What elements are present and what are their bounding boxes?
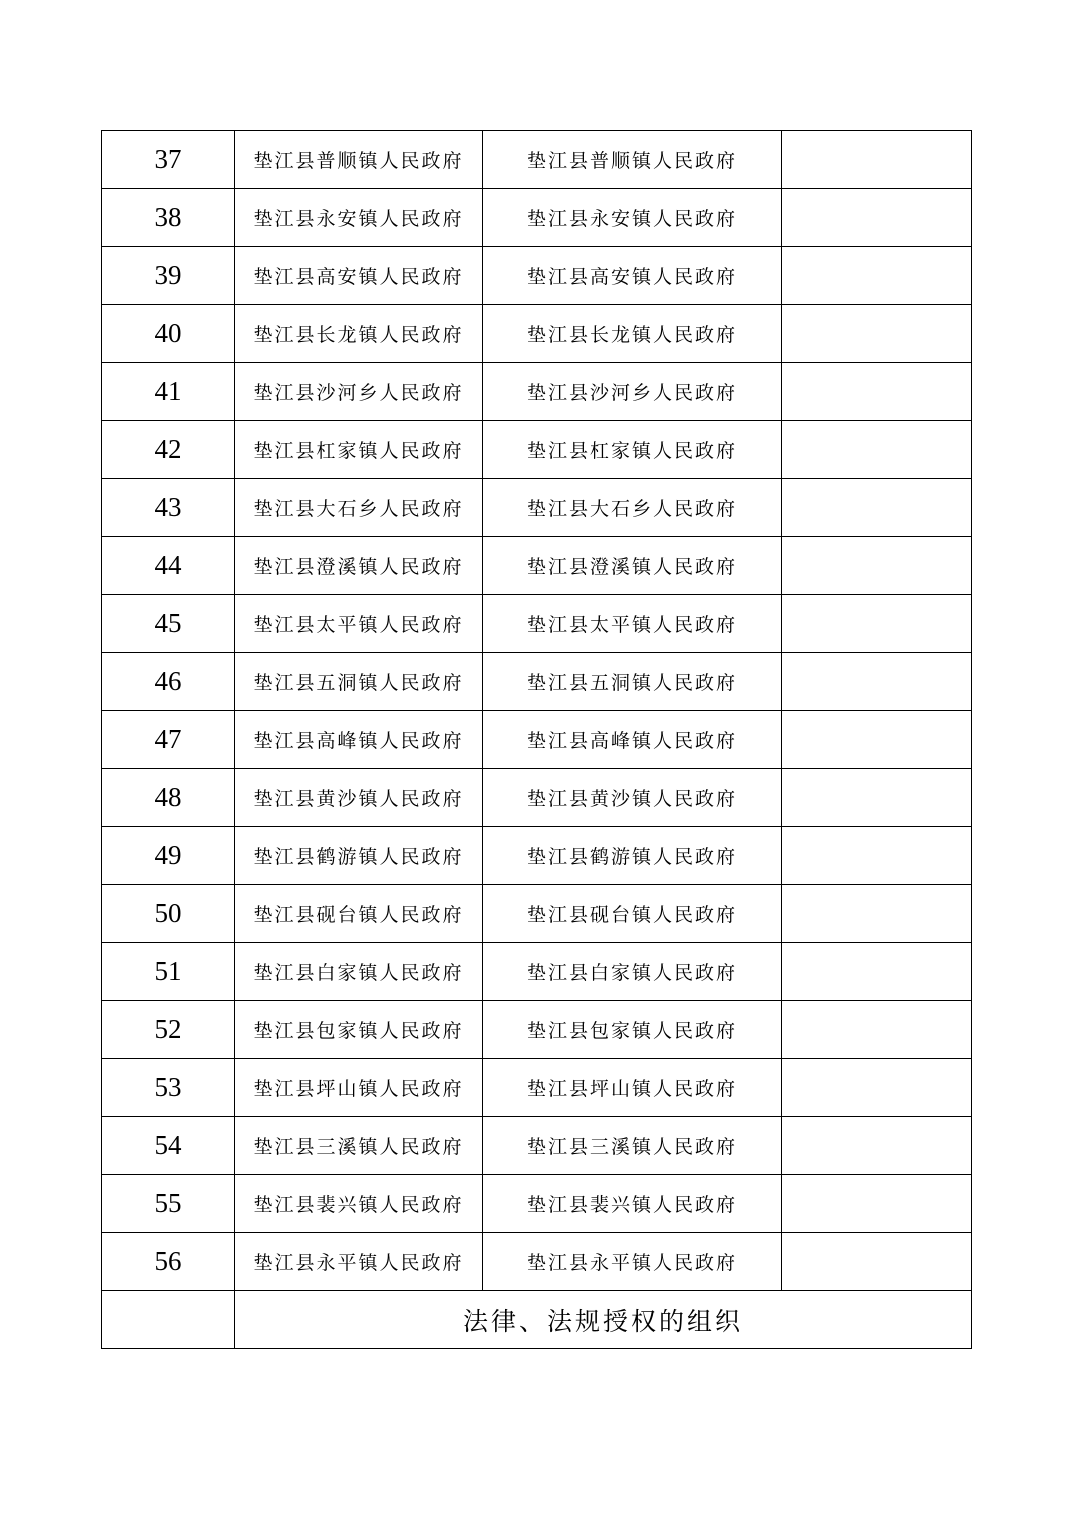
- table-row: [102, 769, 972, 827]
- row-number: 41: [102, 363, 235, 421]
- implementing-body: 垫江县鹤游镇人民政府: [483, 827, 782, 885]
- table-row: [102, 247, 972, 305]
- entity-name: 垫江县高峰镇人民政府: [235, 711, 483, 769]
- table-row: [102, 1233, 972, 1291]
- row-number: 43: [102, 479, 235, 537]
- row-number: 53: [102, 1059, 235, 1117]
- table-row: [102, 595, 972, 653]
- implementing-body: 垫江县沙河乡人民政府: [483, 363, 782, 421]
- implementing-body: 垫江县五洞镇人民政府: [483, 653, 782, 711]
- table-row: [102, 827, 972, 885]
- table-row: [102, 943, 972, 1001]
- entity-name: 垫江县白家镇人民政府: [235, 943, 483, 1001]
- implementing-body: 垫江县永安镇人民政府: [483, 189, 782, 247]
- remarks: [782, 827, 972, 885]
- entity-name: 垫江县普顺镇人民政府: [235, 131, 483, 189]
- remarks: [782, 595, 972, 653]
- row-number: 44: [102, 537, 235, 595]
- implementing-body: 垫江县大石乡人民政府: [483, 479, 782, 537]
- row-number: 49: [102, 827, 235, 885]
- remarks: [782, 131, 972, 189]
- table-row: [102, 189, 972, 247]
- row-number: 38: [102, 189, 235, 247]
- table-row: [102, 537, 972, 595]
- implementing-body: 垫江县永平镇人民政府: [483, 1233, 782, 1291]
- remarks: [782, 1001, 972, 1059]
- row-number: 50: [102, 885, 235, 943]
- implementing-body: 垫江县裴兴镇人民政府: [483, 1175, 782, 1233]
- table-row: [102, 131, 972, 189]
- entity-name: 垫江县砚台镇人民政府: [235, 885, 483, 943]
- remarks: [782, 363, 972, 421]
- remarks: [782, 769, 972, 827]
- implementing-body: 垫江县普顺镇人民政府: [483, 131, 782, 189]
- entity-name: 垫江县三溪镇人民政府: [235, 1117, 483, 1175]
- row-number: 54: [102, 1117, 235, 1175]
- remarks: [782, 421, 972, 479]
- remarks: [782, 305, 972, 363]
- entity-name: 垫江县永安镇人民政府: [235, 189, 483, 247]
- implementing-body: 垫江县黄沙镇人民政府: [483, 769, 782, 827]
- table-row: [102, 305, 972, 363]
- row-number: 39: [102, 247, 235, 305]
- table-row: [102, 363, 972, 421]
- implementing-body: 垫江县太平镇人民政府: [483, 595, 782, 653]
- table-row: [102, 421, 972, 479]
- row-number: 52: [102, 1001, 235, 1059]
- row-number: 37: [102, 131, 235, 189]
- remarks: [782, 189, 972, 247]
- remarks: [782, 1059, 972, 1117]
- entity-name: 垫江县鹤游镇人民政府: [235, 827, 483, 885]
- entity-name: 垫江县裴兴镇人民政府: [235, 1175, 483, 1233]
- remarks: [782, 1233, 972, 1291]
- entity-name: 垫江县黄沙镇人民政府: [235, 769, 483, 827]
- entity-name: 垫江县太平镇人民政府: [235, 595, 483, 653]
- implementing-body: 垫江县白家镇人民政府: [483, 943, 782, 1001]
- implementing-body: 垫江县坪山镇人民政府: [483, 1059, 782, 1117]
- remarks: [782, 711, 972, 769]
- entity-name: 垫江县沙河乡人民政府: [235, 363, 483, 421]
- remarks: [782, 247, 972, 305]
- remarks: [782, 479, 972, 537]
- table-row: [102, 1117, 972, 1175]
- row-number: 51: [102, 943, 235, 1001]
- row-number: 45: [102, 595, 235, 653]
- entity-name: 垫江县大石乡人民政府: [235, 479, 483, 537]
- section-heading: 法律、法规授权的组织: [235, 1291, 972, 1349]
- implementing-body: 垫江县高峰镇人民政府: [483, 711, 782, 769]
- remarks: [782, 943, 972, 1001]
- entity-table: [101, 130, 972, 1349]
- entity-name: 垫江县杠家镇人民政府: [235, 421, 483, 479]
- entity-name: 垫江县五洞镇人民政府: [235, 653, 483, 711]
- table-row: [102, 711, 972, 769]
- row-number: 55: [102, 1175, 235, 1233]
- remarks: [782, 653, 972, 711]
- entity-name: 垫江县坪山镇人民政府: [235, 1059, 483, 1117]
- implementing-body: 垫江县杠家镇人民政府: [483, 421, 782, 479]
- row-number: 40: [102, 305, 235, 363]
- table-row: [102, 1001, 972, 1059]
- remarks: [782, 1175, 972, 1233]
- entity-name: 垫江县长龙镇人民政府: [235, 305, 483, 363]
- entity-name: 垫江县澄溪镇人民政府: [235, 537, 483, 595]
- row-number: 46: [102, 653, 235, 711]
- table-row: [102, 653, 972, 711]
- row-number: 47: [102, 711, 235, 769]
- entity-name: 垫江县高安镇人民政府: [235, 247, 483, 305]
- implementing-body: 垫江县澄溪镇人民政府: [483, 537, 782, 595]
- table-row: [102, 479, 972, 537]
- implementing-body: 垫江县高安镇人民政府: [483, 247, 782, 305]
- table-row: [102, 885, 972, 943]
- implementing-body: 垫江县三溪镇人民政府: [483, 1117, 782, 1175]
- remarks: [782, 537, 972, 595]
- section-row: [102, 1291, 972, 1349]
- implementing-body: 垫江县砚台镇人民政府: [483, 885, 782, 943]
- implementing-body: 垫江县包家镇人民政府: [483, 1001, 782, 1059]
- row-number: 42: [102, 421, 235, 479]
- remarks: [782, 1117, 972, 1175]
- implementing-body: 垫江县长龙镇人民政府: [483, 305, 782, 363]
- row-number: 56: [102, 1233, 235, 1291]
- entity-name: 垫江县包家镇人民政府: [235, 1001, 483, 1059]
- table-body: [102, 131, 972, 1349]
- remarks: [782, 885, 972, 943]
- entity-name: 垫江县永平镇人民政府: [235, 1233, 483, 1291]
- row-number: 48: [102, 769, 235, 827]
- table-row: [102, 1059, 972, 1117]
- section-number-cell: [102, 1291, 235, 1349]
- table-row: [102, 1175, 972, 1233]
